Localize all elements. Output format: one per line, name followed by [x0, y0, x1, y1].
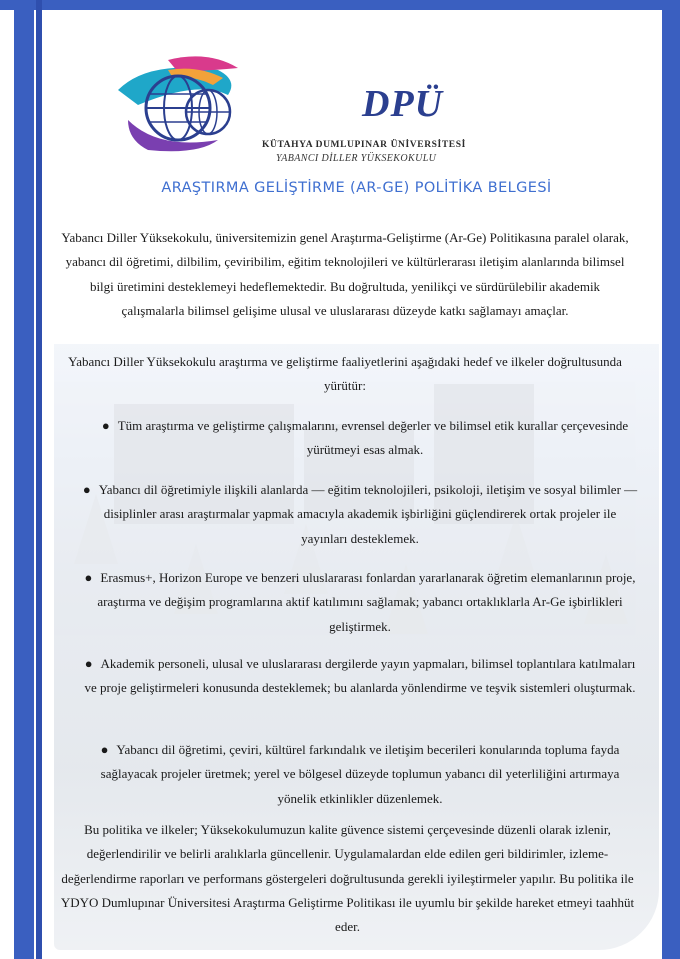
- intro-paragraph: Yabancı Diller Yüksekokulu, üniversitemizin genel Araştırma-Geliştirme (Ar-Ge) Politikasına paralel olarak, yabancı dil öğretimi, dilbilim, çeviribilim, eğitim teknolojileri ve kültürlerarası iletişim alanlarında bilimsel bilgi üretimini desteklemeyi hedeflemektedir. Bu doğrultuda, yenilikçi ve sürdürülebilir akademik çalışmalarla bilimsel gelişime ulusal ve uluslararası düzeyde katkı sağlamayı amaçlar.: [61, 230, 629, 318]
- list-item-text: Yabancı dil öğretimi, çeviri, kültürel farkındalık ve iletişim becerileri konularında topluma fayda sağlayacak projeler üretmek; yerel ve bölgesel düzeyde toplumun yabancı dil yeterliliğini artırmaya yönelik etkinlikler düzenlemek.: [100, 742, 620, 806]
- bullet-icon: ●: [100, 742, 109, 757]
- brand-logo-text: DPÜ: [362, 83, 444, 125]
- frame-left-inner-band: [36, 0, 42, 959]
- list-item: [80, 566, 640, 639]
- list-item: [80, 652, 640, 701]
- list-item-text: Erasmus+, Horizon Europe ve benzeri uluslararası fonlardan yararlanarak öğretim elemanlarının proje, araştırma ve değişim programlarına aktif katılımını sağlamak; yabancı ortaklıklarla Ar-Ge işbirlikleri geliştirmek.: [97, 570, 636, 634]
- list-item: [95, 414, 635, 463]
- closing-paragraph: Bu politika ve ilkeler; Yüksekokulumuzun kalite güvence sistemi çerçevesinde düzenli olarak izlenir, değerlendirilir ve belirli aralıklarla güncellenir. Uygulamalardan elde edilen geri bildirimler, izleme-değerlendirme raporları ve performans göstergeleri doğrultusunda gerekli iyileştirmeler yapılır. Bu politika ile YDYO Dumlupınar Üniversitesi Araştırma Geliştirme Politikası ile uyumlu bir şekilde hareket etmeyi taahhüt eder.: [60, 822, 635, 935]
- list-item-text: Yabancı dil öğretimiyle ilişkili alanlarda — eğitim teknolojileri, psikoloji, iletişim ve sosyal bilimler — disiplinler arası araştırmalar yapmak amacıyla akademik işbirliğini güçlendirerek ortak projeler ile yayınları desteklemek.: [98, 482, 638, 546]
- frame-left-band: [14, 0, 34, 959]
- list-item: [80, 478, 640, 551]
- list-item-text: Tüm araştırma ve geliştirme çalışmalarını, evrensel değerler ve bilimsel etik kurallar çerçevesinde yürütmeyi esas almak.: [117, 418, 629, 458]
- bullet-icon: ●: [82, 482, 91, 497]
- frame-top-band: [0, 0, 680, 10]
- list-item: [80, 738, 640, 811]
- bullet-icon: ●: [84, 570, 93, 585]
- school-name: YABANCI DİLLER YÜKSEKOKULU: [276, 153, 437, 164]
- bullet-icon: ●: [101, 418, 110, 433]
- page-title: ARAŞTIRMA GELİŞTİRME (AR-GE) POLİTİKA BELGESİ: [161, 180, 552, 196]
- bullet-icon: ●: [84, 656, 93, 671]
- frame-right-band: [662, 0, 680, 959]
- university-name: KÜTAHYA DUMLUPINAR ÜNİVERSİTESİ: [262, 140, 466, 150]
- list-item-text: Akademik personeli, ulusal ve uluslararası dergilerde yayın yapmaları, bilimsel toplantılara katılmaları ve proje geliştirmeleri konusunda desteklemek; bu alanlarda yönlendirme ve teşvik sistemleri oluşturmak.: [84, 656, 636, 696]
- lead-paragraph: Yabancı Diller Yüksekokulu araştırma ve geliştirme faaliyetlerini aşağıdaki hedef ve ilkeler doğrultusunda yürütür:: [68, 354, 622, 394]
- school-logo: [108, 50, 248, 160]
